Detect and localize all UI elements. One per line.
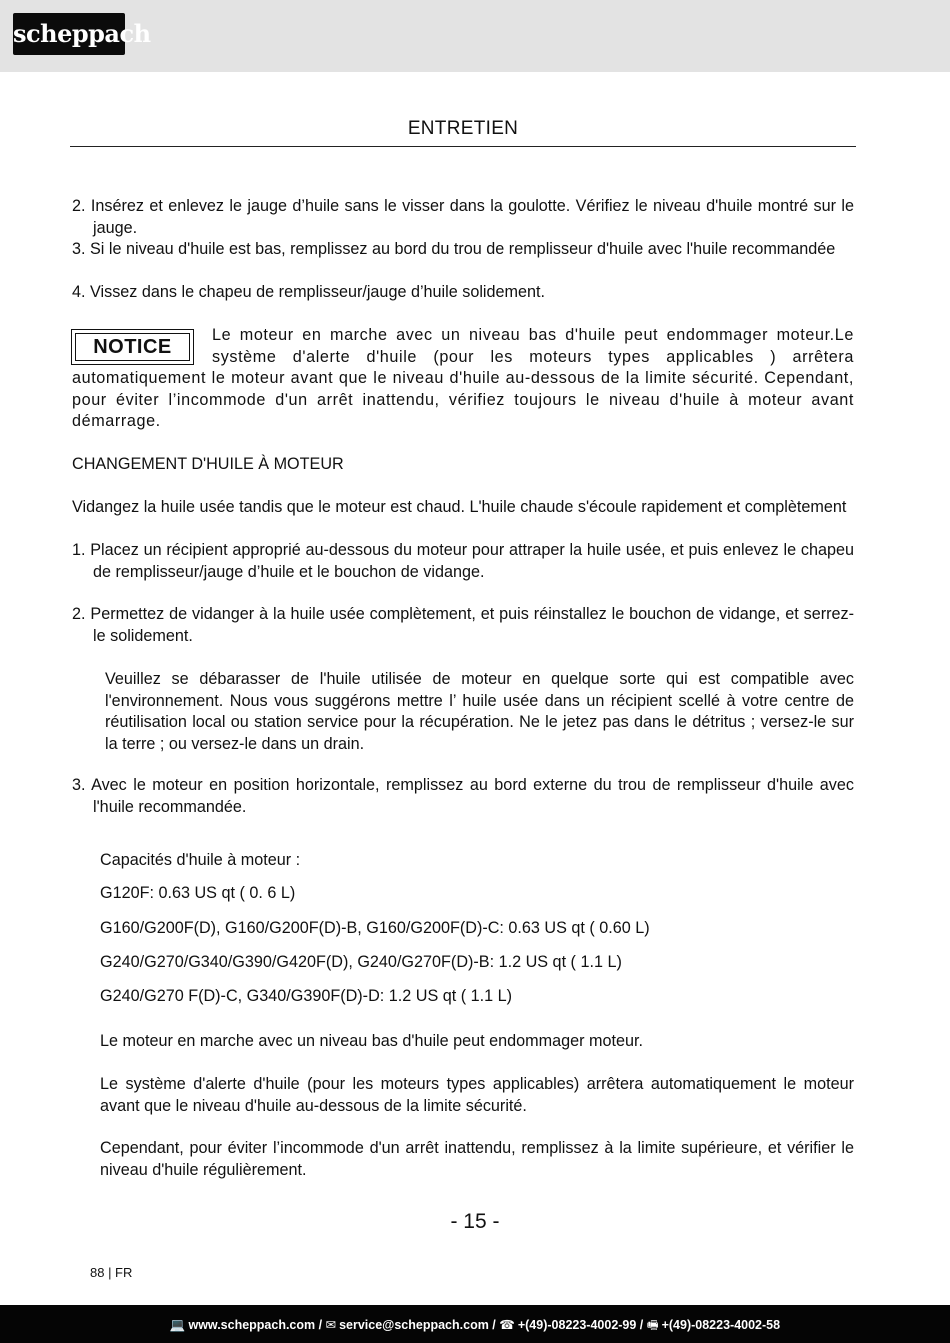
notice-label: NOTICE bbox=[75, 333, 190, 361]
notice-badge bbox=[71, 329, 194, 365]
capacity-item: G120F: 0.63 US qt ( 0. 6 L) bbox=[100, 884, 296, 902]
section-title: ENTRETIEN bbox=[407, 118, 519, 139]
step-4-text: 4. Vissez dans le chapeu de remplisseur/jauge d’huile solidement. bbox=[72, 283, 546, 301]
closing-text-3: Cependant, pour éviter l’incommode d'un arrêt inattendu, remplissez à la limite supérieure, et vérifier le niveau d'huile régulièrement. bbox=[100, 1139, 854, 1179]
footer-fax: +(49)-08223-4002-58 bbox=[661, 1318, 781, 1332]
footer-band bbox=[0, 1305, 950, 1343]
page-number: - 15 - bbox=[450, 1210, 500, 1233]
oil-change-step-2: 2. Permettez de vidanger à la huile usée complètement, et puis réinstallez le bouchon de vidange, et serrez-le solidement. bbox=[72, 605, 854, 645]
capacity-item: G240/G270/G340/G390/G420F(D), G240/G270F(D)-B: 1.2 US qt ( 1.1 L) bbox=[100, 953, 622, 971]
footer-phone: +(49)-08223-4002-99 / bbox=[517, 1318, 644, 1332]
oil-change-heading: CHANGEMENT D'HUILE À MOTEUR bbox=[72, 455, 344, 473]
capacity-item: G240/G270 F(D)-C, G340/G390F(D)-D: 1.2 US qt ( 1.1 L) bbox=[100, 987, 513, 1005]
capacities-heading: Capacités d'huile à moteur : bbox=[100, 851, 301, 869]
footer-website[interactable]: www.scheppach.com / bbox=[188, 1318, 323, 1332]
closing-text-2: Le système d'alerte d'huile (pour les moteurs types applicables) arrêtera automatiquement le moteur avant que le niveau d'huile au-dessous de la limite sécurité. bbox=[100, 1075, 854, 1115]
oil-disposal-note: Veuillez se débarasser de l'huile utilisée de moteur en quelque sorte qui est compatible avec l'environnement. Nous vous suggérons mettre l’ huile usée dans un récipient scellé à votre centre de réutilisation local ou station service pour la récupération. Ne le jetez pas dans le détritus ; versez-le sur la terre ; ou versez-le dans un drain. bbox=[105, 670, 854, 753]
mail-icon: ✉ bbox=[325, 1318, 337, 1332]
phone-icon: ☎ bbox=[499, 1318, 515, 1332]
capacity-item: G160/G200F(D), G160/G200F(D)-B, G160/G200F(D)-C: 0.63 US qt ( 0.60 L) bbox=[100, 919, 650, 937]
scheppach-logo: scheppach bbox=[13, 13, 125, 55]
footer-contact bbox=[0, 1316, 950, 1337]
closing-text-1: Le moteur en marche avec un niveau bas d'huile peut endommager moteur. bbox=[100, 1032, 643, 1050]
oil-change-step-3: 3. Avec le moteur en position horizontale, remplissez au bord externe du trou de remplisseur d'huile avec l'huile recommandée. bbox=[72, 776, 854, 816]
step-2-text: 2. Insérez et enlevez le jauge d’huile sans le visser dans la goulotte. Vérifiez le niveau d'huile montré sur le jauge. bbox=[72, 197, 854, 237]
footer-email[interactable]: service@scheppach.com / bbox=[339, 1318, 496, 1332]
step-3-text: 3. Si le niveau d'huile est bas, remplissez au bord du trou de remplisseur d'huile avec l'huile recommandée bbox=[72, 240, 836, 258]
fax-icon: 🖷 bbox=[646, 1318, 659, 1332]
notice-text: Le moteur en marche avec un niveau bas d'huile peut endommager moteur.Le système d'alerte d'huile (pour les moteurs types applicables ) arrêtera automatiquement le moteur avant que le niveau d'huile au-dessous de la limite sécurité. Cependant, pour éviter l’incommode d'un arrêt inattendu, vérifiez toujours le niveau d'huile à moteur avant démarrage. bbox=[72, 326, 854, 430]
oil-change-step-1: 1. Placez un récipient approprié au-dessous du moteur pour attraper la huile usée, et puis enlevez le chapeu de remplisseur/jauge d’huile et le bouchon de vidange. bbox=[72, 541, 854, 581]
folio: 88 | FR bbox=[90, 1265, 133, 1280]
oil-change-intro: Vidangez la huile usée tandis que le moteur est chaud. L'huile chaude s'écoule rapidement et complètement bbox=[72, 498, 847, 516]
header-band bbox=[0, 0, 950, 72]
computer-icon: 💻 bbox=[169, 1318, 186, 1332]
title-divider bbox=[70, 146, 856, 147]
